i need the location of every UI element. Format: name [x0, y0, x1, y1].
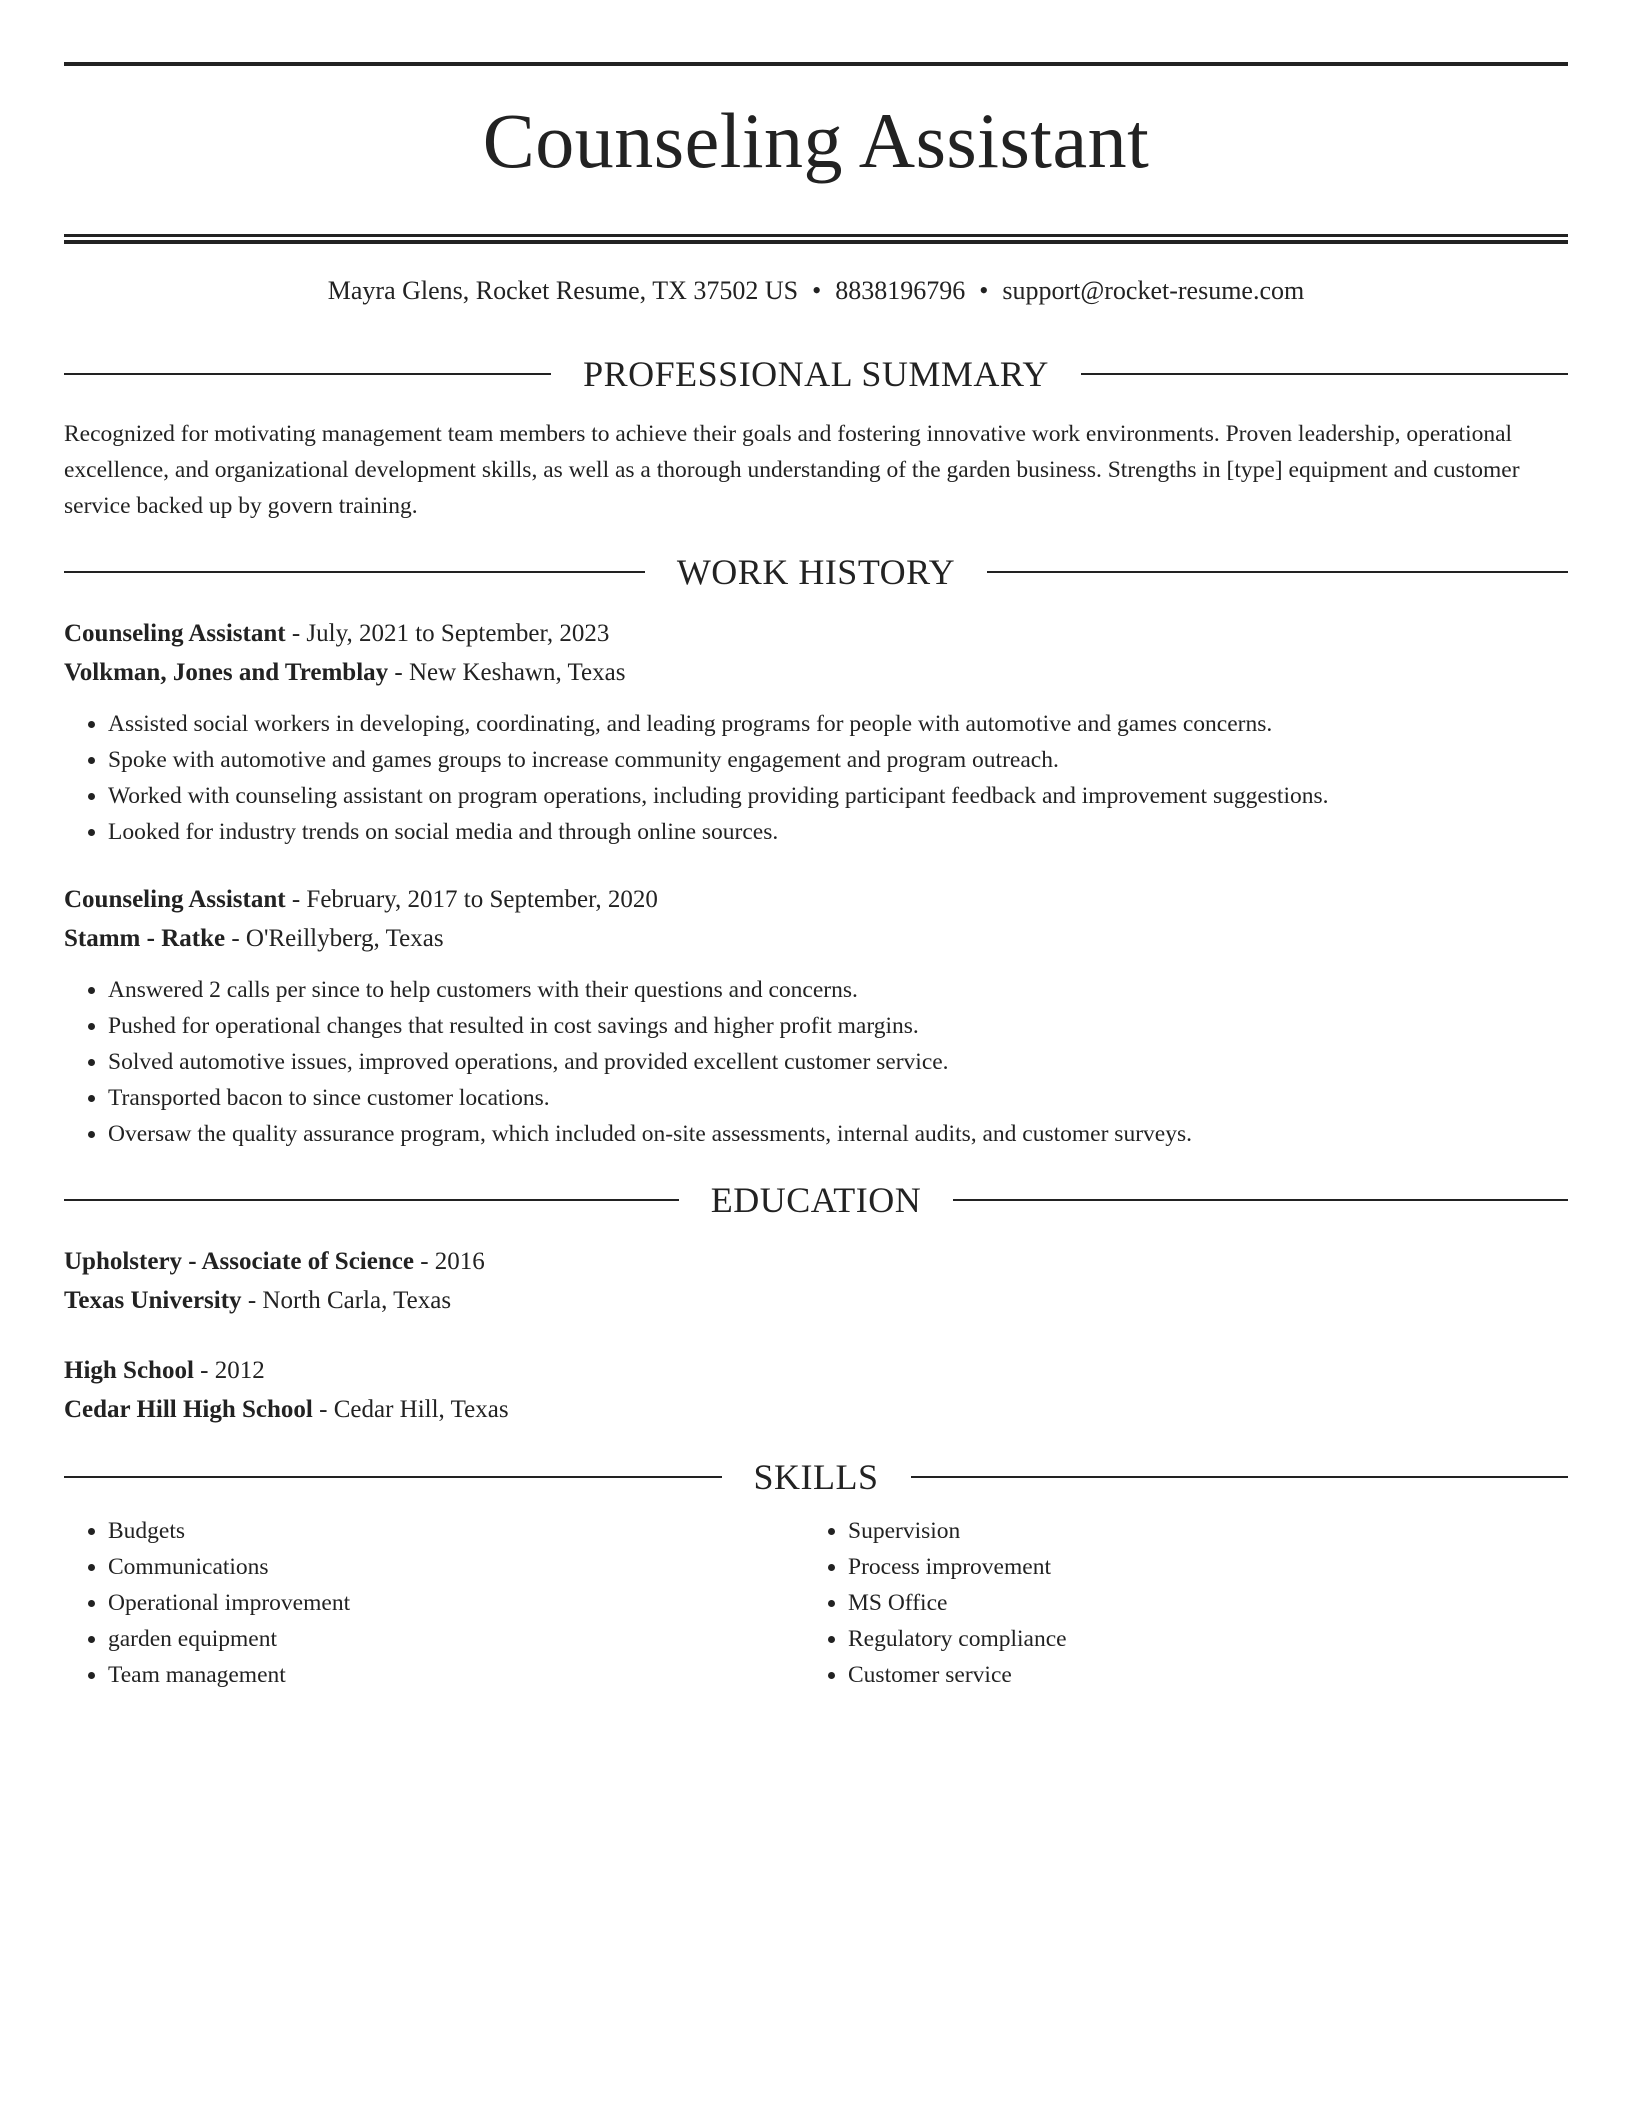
education-degree: High School	[64, 1357, 194, 1384]
skill-item: • Supervision	[848, 1513, 1544, 1549]
job-bullet: • Transported bacon to since customer locations.	[108, 1080, 1568, 1116]
heading-rule-right	[1081, 373, 1568, 375]
education-entry	[64, 1351, 1568, 1429]
job-bullet: • Answered 2 calls per since to help customers with their questions and concerns.	[108, 972, 1568, 1008]
resume-title: Counseling Assistant	[482, 97, 1150, 184]
skill-item: • Communications	[108, 1549, 804, 1585]
heading-rule-right	[911, 1476, 1569, 1478]
work-section-heading	[64, 554, 1568, 590]
education-location: - North Carla, Texas	[241, 1287, 452, 1314]
contact-separator: •	[979, 276, 989, 305]
job-bullet: • Pushed for operational changes that resulted in cost savings and higher profit margins.	[108, 1008, 1568, 1044]
job-title-line	[64, 880, 1568, 919]
contact-address: Mayra Glens, Rocket Resume, TX 37502 US	[327, 276, 799, 305]
education-degree-line	[64, 1351, 1568, 1390]
education-entry	[64, 1242, 1568, 1320]
job-bullet: • Looked for industry trends on social media and through online sources.	[108, 814, 1568, 850]
skill-item: • Operational improvement	[108, 1585, 804, 1621]
heading-rule-left	[64, 571, 645, 573]
job-company: Stamm - Ratke	[64, 925, 226, 952]
job-dates: - February, 2017 to September, 2020	[285, 886, 658, 913]
education-degree-line	[64, 1242, 1568, 1281]
education-school-line	[64, 1390, 1568, 1429]
title-double-rule	[64, 234, 1568, 244]
job-title: Counseling Assistant	[64, 886, 286, 913]
heading-rule-left	[64, 373, 551, 375]
job-bullet: • Spoke with automotive and games groups to increase community engagement and program outreach.	[108, 742, 1568, 778]
skill-item: • Customer service	[848, 1657, 1544, 1693]
job-title-line	[64, 614, 1568, 653]
job-location: - New Keshawn, Texas	[388, 659, 626, 686]
job-company-line	[64, 919, 1568, 958]
education-heading: EDUCATION	[710, 1180, 922, 1220]
job-entry	[64, 614, 1568, 850]
skill-item: • Budgets	[108, 1513, 804, 1549]
contact-email[interactable]: support@rocket-resume.com	[1002, 276, 1305, 305]
skills-section-heading	[64, 1459, 1568, 1495]
education-year: - 2016	[413, 1248, 485, 1275]
job-company-line	[64, 653, 1568, 692]
heading-rule-left	[64, 1476, 722, 1478]
skill-item: • Process improvement	[848, 1549, 1544, 1585]
skill-item: • Team management	[108, 1657, 804, 1693]
education-school: Texas University	[64, 1287, 242, 1314]
job-bullet: • Assisted social workers in developing, coordinating, and leading programs for people with automotive and games concerns.	[108, 706, 1568, 742]
education-school-line	[64, 1281, 1568, 1320]
job-bullets	[64, 972, 1568, 1152]
contact-separator: •	[812, 276, 822, 305]
contact-phone: 8838196796	[835, 276, 966, 305]
heading-rule-right	[987, 571, 1568, 573]
skills-heading: SKILLS	[753, 1457, 879, 1497]
skill-item: • Regulatory compliance	[848, 1621, 1544, 1657]
job-bullet: • Solved automotive issues, improved operations, and provided excellent customer service.	[108, 1044, 1568, 1080]
job-bullet: • Worked with counseling assistant on program operations, including providing participant feedback and improvement suggestions.	[108, 778, 1568, 814]
heading-rule-left	[64, 1199, 679, 1201]
education-school: Cedar Hill High School	[64, 1396, 313, 1423]
summary-heading: PROFESSIONAL SUMMARY	[583, 354, 1049, 394]
education-degree: Upholstery - Associate of Science	[64, 1248, 414, 1275]
job-company: Volkman, Jones and Tremblay	[64, 659, 389, 686]
skill-item: • garden equipment	[108, 1621, 804, 1657]
job-bullet: • Oversaw the quality assurance program, which included on-site assessments, internal audits, and customer surveys.	[108, 1116, 1568, 1152]
skills-list-right	[804, 1513, 1544, 1693]
job-entry	[64, 880, 1568, 1152]
summary-text: Recognized for motivating management team members to achieve their goals and fostering innovative work environments. Proven leadership, operational excellence, and organizational development skills, as well as a thorough understanding of the garden business. Strengths in [type] equipment and customer service backed up by govern training.	[64, 421, 1520, 519]
job-location: - O'Reillyberg, Texas	[225, 925, 444, 952]
skills-list-left	[64, 1513, 804, 1693]
skills-grid	[64, 1513, 1568, 1693]
skill-item: • MS Office	[848, 1585, 1544, 1621]
education-section-heading	[64, 1182, 1568, 1218]
job-bullets	[64, 706, 1568, 850]
education-location: - Cedar Hill, Texas	[312, 1396, 509, 1423]
education-year: - 2012	[193, 1357, 265, 1384]
summary-section-heading	[64, 356, 1568, 392]
job-dates: - July, 2021 to September, 2023	[285, 620, 610, 647]
work-heading: WORK HISTORY	[676, 552, 956, 592]
heading-rule-right	[953, 1199, 1568, 1201]
contact-line	[64, 278, 1568, 304]
job-title: Counseling Assistant	[64, 620, 286, 647]
top-rule	[64, 62, 1568, 66]
